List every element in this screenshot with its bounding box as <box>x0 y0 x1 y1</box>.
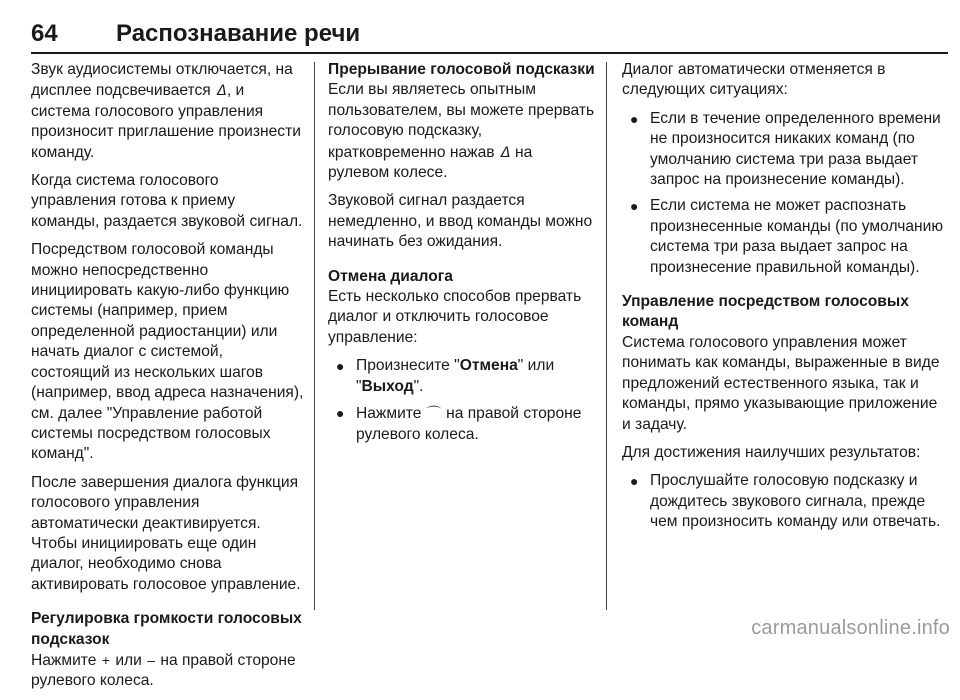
text: Если в течение определенного времени не произносится никаких команд (по умолчанию система три раза выдает запрос на произнесение команды). <box>650 109 941 189</box>
section-heading: Управление посредством голосовых команд <box>622 293 909 331</box>
paragraph: Когда система голосового управления готова к приему команды, раздается звуковой сигнал. <box>31 172 303 230</box>
paragraph: Звуковой сигнал раздается немедленно, и ввод команды можно начинать без ожидания. <box>328 192 593 251</box>
paragraph <box>31 60 306 163</box>
text: Если система не может распознать произнесенные команды (по умолчанию система три раза выдает запрос на произнесение правильной команды). <box>650 197 944 276</box>
text: Звук аудиосистемы отключается, на дисплее подсвечивается <box>31 61 293 100</box>
text: Нажмите <box>31 651 97 669</box>
plus-icon: + <box>101 651 110 668</box>
paragraph <box>328 80 596 183</box>
voice-command-icon: 𝛥 <box>216 82 226 99</box>
text: Выход <box>361 377 414 395</box>
section-heading: Регулировка громкости голосовых подсказок <box>31 610 302 648</box>
list-item <box>622 471 948 532</box>
paragraph: Диалог автоматически отменяется в следующих ситуациях: <box>622 61 886 99</box>
text: Нажмите <box>356 405 422 423</box>
list-item <box>328 403 596 445</box>
text: или <box>115 651 142 669</box>
text: на рулевом колесе. <box>328 143 533 182</box>
list-item <box>622 196 948 278</box>
column-3 <box>622 60 948 543</box>
section-heading: Прерывание голосовой подсказки <box>328 61 595 78</box>
bullet-icon: ● <box>336 405 345 422</box>
paragraph: Есть несколько способов прервать диалог и отключить голосовое управление: <box>328 288 582 346</box>
text: на правой стороне рулевого колеса. <box>31 651 296 690</box>
watermark: carmanualsonline.info <box>751 617 950 639</box>
header-divider <box>31 52 948 54</box>
bullet-list <box>622 471 948 532</box>
paragraph: После завершения диалога функция голосового управления автоматически деактивируется. Чтобы инициировать еще один диалог, необходимо снова активировать голосовое управление. <box>31 473 301 593</box>
text: на правой стороне рулевого колеса. <box>356 405 582 443</box>
column-1 <box>31 60 306 700</box>
list-item <box>622 109 948 191</box>
bullet-icon: ● <box>630 198 639 215</box>
text: Отмена <box>459 357 518 375</box>
text: Если вы являетесь опытным пользователем, вы можете прервать голосовую подсказку, кратковременно нажав <box>328 81 595 161</box>
paragraph: Система голосового управления может понимать как команды, выраженные в виде предложений естественного языка, так и команды, прямо указывающие приложение и задачу. <box>622 333 940 433</box>
voice-command-icon: 𝛥 <box>499 143 510 160</box>
section-heading: Отмена диалога <box>328 267 453 285</box>
page-number: 64 <box>31 20 58 47</box>
hangup-icon: ⌒ <box>426 405 441 422</box>
list-item <box>328 356 596 397</box>
text: ". <box>413 377 424 395</box>
column-divider-2 <box>606 62 607 610</box>
text: Произнесите " <box>356 357 460 375</box>
text: , и система голосового управления произносит приглашение произнести команду. <box>31 82 301 161</box>
bullet-icon: ● <box>630 110 639 127</box>
bullet-icon: ● <box>630 473 639 490</box>
text: Прослушайте голосовую подсказку и дождитесь звукового сигнала, прежде чем произносить команду или отвечать. <box>650 472 941 531</box>
page-title: Распознавание речи <box>116 20 361 47</box>
bullet-list <box>622 109 948 278</box>
paragraph: Для достижения наилучших результатов: <box>622 443 921 461</box>
bullet-icon: ● <box>336 358 345 375</box>
paragraph <box>31 650 306 692</box>
page-header <box>31 8 960 56</box>
paragraph: Посредством голосовой команды можно непосредственно инициировать какую-либо функцию системы (например, прием определенной радиостанции) или начать диалог с системой, состоящий из нескольких шагов (например, ввод адреса назначения), см. далее "Управление работой системы посредством голосовых команд". <box>31 241 304 463</box>
minus-icon: – <box>147 651 155 668</box>
text: " или " <box>356 357 555 395</box>
column-2 <box>328 60 596 455</box>
column-divider-1 <box>314 62 315 610</box>
bullet-list <box>328 356 596 445</box>
